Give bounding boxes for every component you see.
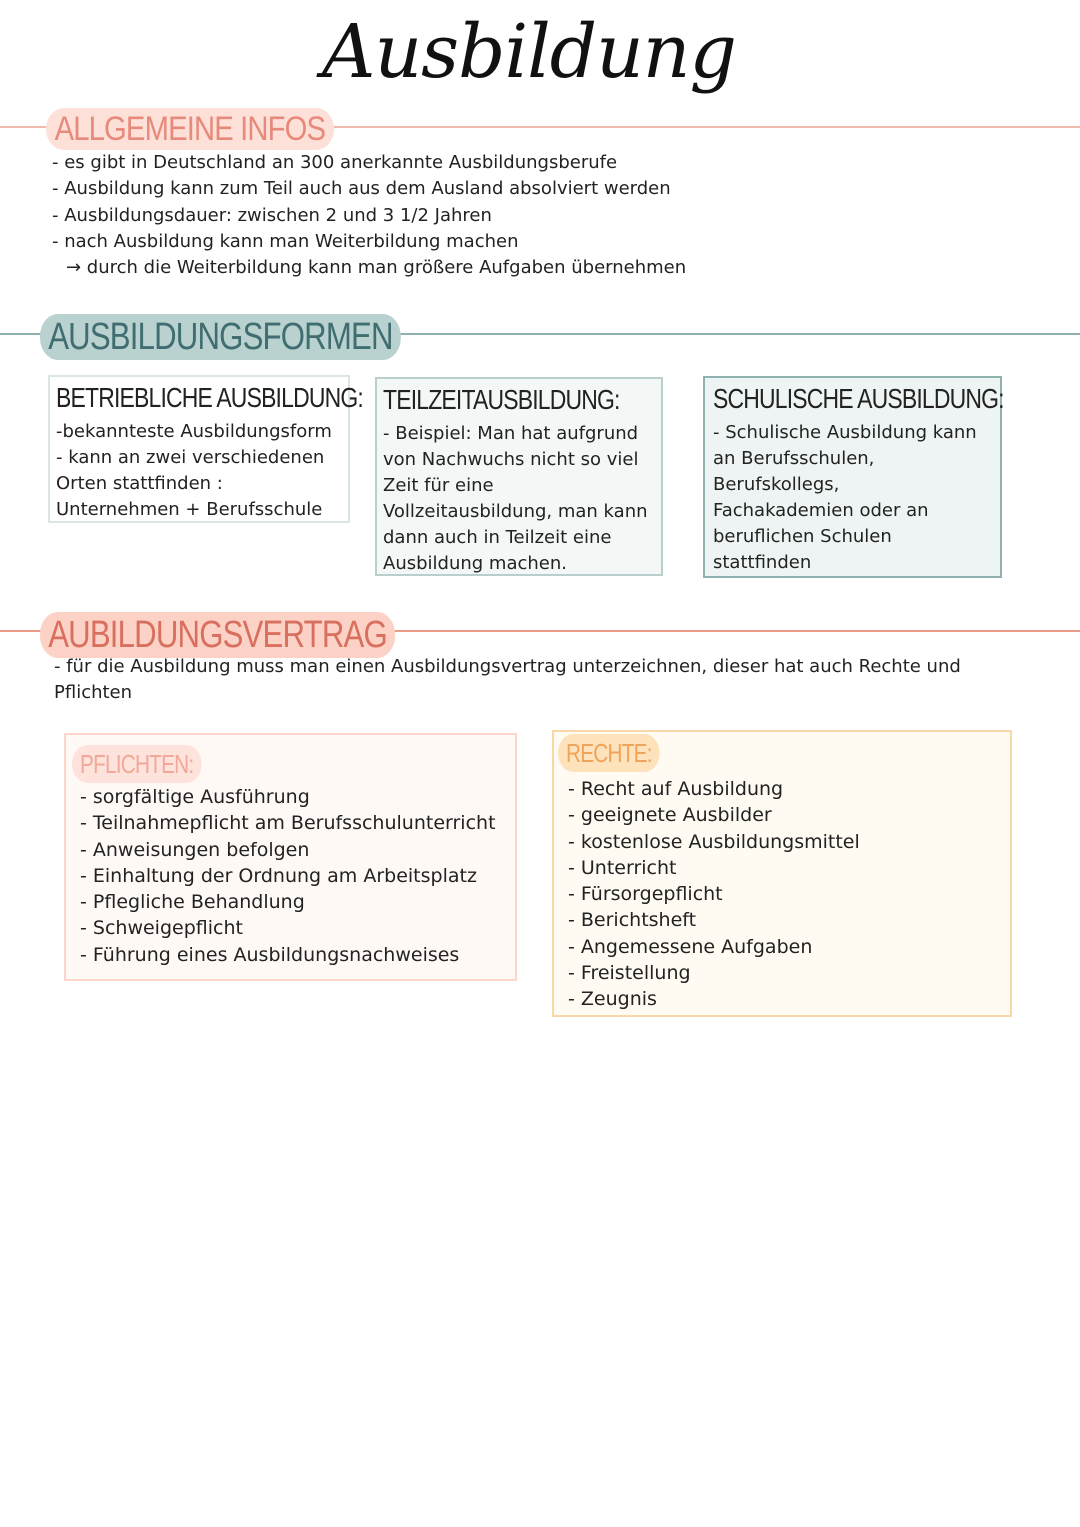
list-item: - Zeugnis [568, 988, 657, 1011]
box-text [383, 421, 655, 577]
list-item: - Unterricht [568, 856, 677, 879]
duties-list [80, 784, 496, 968]
box-line: Zeit für eine [383, 474, 494, 496]
list-item: - nach Ausbildung kann man Weiterbildung machen [52, 230, 519, 252]
box-line: Berufskollegs, [713, 473, 840, 495]
box-line: Fachakademien oder an [713, 499, 929, 521]
section-heading-forms: AUSBILDUNGSFORMEN [40, 314, 401, 360]
box-text [713, 420, 992, 576]
box-line: Orten stattfinden : [56, 472, 223, 494]
box-line: stattfinden [713, 551, 812, 573]
list-item: - Ausbildungsdauer: zwischen 2 und 3 1/2 Jahren [52, 204, 492, 226]
box-line: dann auch in Teilzeit eine [383, 526, 612, 548]
rights-heading: RECHTE: [558, 734, 660, 772]
list-item: - Fürsorgepflicht [568, 883, 723, 906]
box-line: von Nachwuchs nicht so viel [383, 448, 639, 470]
list-item: - Freistellung [568, 962, 691, 985]
page-title: Ausbildung [322, 9, 736, 95]
box-heading: TEILZEITAUSBILDUNG: [383, 384, 620, 415]
list-item: - Angemessene Aufgaben [568, 935, 813, 958]
list-item: - geeignete Ausbilder [568, 804, 772, 827]
box-line: beruflichen Schulen [713, 525, 892, 547]
box-line: - kann an zwei verschiedenen [56, 446, 325, 468]
form-box-teilzeit [375, 377, 663, 576]
box-line: Vollzeitausbildung, man kann [383, 500, 648, 522]
box-heading: SCHULISCHE AUSBILDUNG: [713, 383, 1004, 414]
section-heading-general: ALLGEMEINE INFOS [46, 108, 334, 150]
box-line: an Berufsschulen, [713, 447, 875, 469]
list-item: - sorgfältige Ausführung [80, 786, 310, 808]
list-item: - Teilnahmepflicht am Berufsschulunterricht [80, 812, 496, 835]
list-item: - Einhaltung der Ordnung am Arbeitsplatz [80, 864, 477, 887]
list-item: - Berichtsheft [568, 909, 697, 932]
list-item: → durch die Weiterbildung kann man größere Aufgaben übernehmen [66, 257, 687, 279]
box-line: - Schulische Ausbildung kann [713, 421, 977, 443]
list-item: - Schweigepflicht [80, 917, 243, 940]
list-item: - kostenlose Ausbildungsmittel [568, 830, 860, 853]
form-box-betrieblich [48, 375, 363, 523]
duties-heading: PFLICHTEN: [72, 745, 201, 783]
rights-box [552, 730, 1012, 1017]
list-item: - Anweisungen befolgen [80, 838, 310, 861]
list-item: - es gibt in Deutschland an 300 anerkannte Ausbildungsberufe [52, 152, 618, 173]
list-item: - Führung eines Ausbildungsnachweises [80, 943, 460, 966]
rights-list [568, 776, 860, 1013]
box-line: -bekannteste Ausbildungsform [56, 420, 332, 442]
duties-box [64, 733, 517, 981]
box-line: Ausbildung machen. [383, 552, 567, 574]
box-text [56, 419, 342, 523]
list-item: - Pflegliche Behandlung [80, 891, 305, 914]
list-item: Pflichten [54, 682, 133, 704]
contract-text [54, 654, 961, 707]
list-item: - für die Ausbildung muss man einen Ausbildungsvertrag unterzeichnen, dieser hat auch Rechte und [54, 656, 961, 677]
list-item: - Ausbildung kann zum Teil auch aus dem Ausland absolviert werden [52, 178, 671, 200]
box-line: - Beispiel: Man hat aufgrund [383, 422, 639, 444]
box-heading: BETRIEBLICHE AUSBILDUNG: [56, 382, 363, 413]
list-item: - Recht auf Ausbildung [568, 778, 784, 800]
form-box-schulisch [703, 376, 1002, 578]
section-heading-contract: AUBILDUNGSVERTRAG [40, 612, 395, 658]
general-info-list [52, 150, 686, 281]
box-line: Unternehmen + Berufsschule [56, 498, 323, 520]
